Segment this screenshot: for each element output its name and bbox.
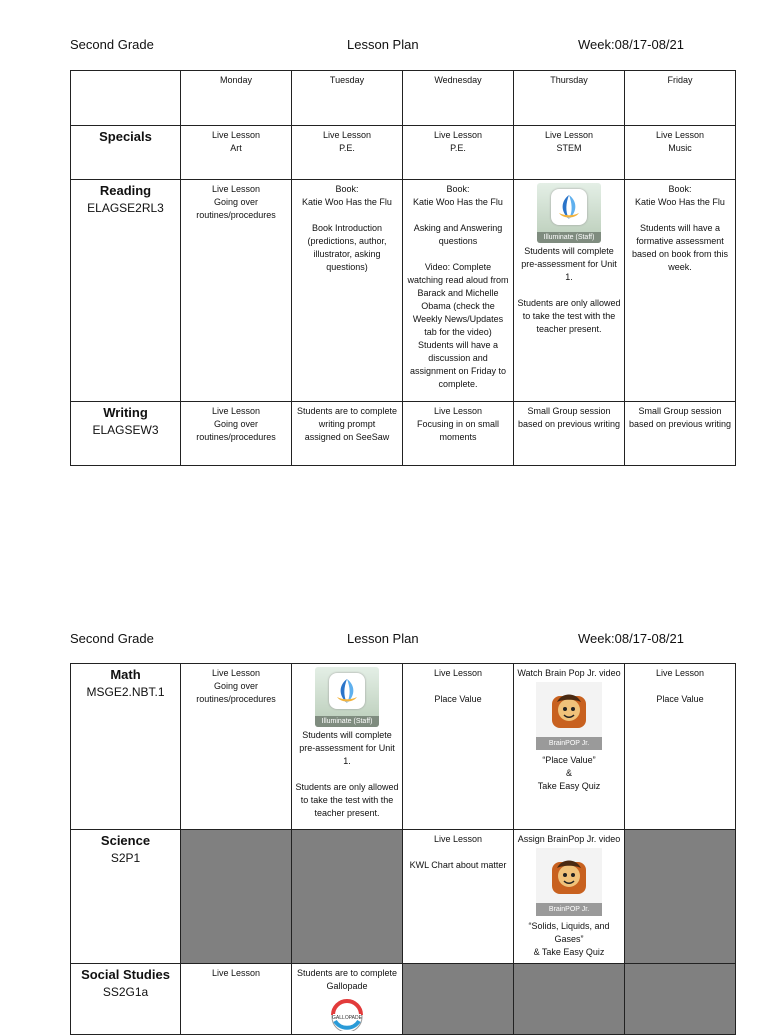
table-row	[71, 402, 736, 466]
subject-name: Writing	[103, 405, 148, 420]
math-tuesday	[292, 664, 403, 830]
specials-wednesday: Live Lesson P.E.	[403, 126, 514, 180]
writing-monday: Live Lesson Going over routines/procedures	[181, 402, 292, 466]
week-label: Week:08/17-08/21	[578, 37, 684, 52]
social-monday: Live Lesson	[181, 964, 292, 1035]
science-thursday-quiz: “Solids, Liquids, and Gases” & Take Easy Quiz	[528, 921, 610, 957]
gallopade-app-icon	[327, 997, 367, 1031]
math-thursday-quiz: “Place Value” & Take Easy Quiz	[537, 755, 601, 791]
science-monday-empty	[181, 830, 292, 964]
table-row	[71, 830, 736, 964]
lesson-plan-table-2	[70, 663, 736, 1035]
math-monday: Live Lesson Going over routines/procedures	[181, 664, 292, 830]
day-wednesday: Wednesday	[403, 71, 514, 126]
specials-tuesday: Live Lesson P.E.	[292, 126, 403, 180]
specials-monday: Live Lesson Art	[181, 126, 292, 180]
day-tuesday: Tuesday	[292, 71, 403, 126]
gallopade-caption: GALLOPADE	[332, 1015, 362, 1021]
social-tuesday-text: Students are to complete Gallopade	[296, 968, 398, 991]
subject-cell-writing	[71, 402, 181, 466]
reading-thursday-text: Students will complete pre-assessment for Unit 1. Students are only allowed to take the test with the teacher present.	[517, 246, 621, 334]
lesson-plan-table-1	[70, 70, 736, 466]
writing-wednesday: Live Lesson Focusing in on small moments	[403, 402, 514, 466]
reading-tuesday: Book: Katie Woo Has the Flu Book Introduction (predictions, author, illustrator, asking questions)	[292, 180, 403, 402]
standard-code: MSGE2.NBT.1	[86, 685, 165, 699]
day-friday: Friday	[625, 71, 736, 126]
subject-cell-science	[71, 830, 181, 964]
table-row	[71, 126, 736, 180]
corner-cell	[71, 71, 181, 126]
subject-cell-math	[71, 664, 181, 830]
reading-monday: Live Lesson Going over routines/procedures	[181, 180, 292, 402]
science-thursday	[514, 830, 625, 964]
subject-name: Reading	[99, 183, 152, 198]
subject-cell-specials	[71, 126, 181, 180]
brainpop-app-icon	[536, 682, 602, 750]
writing-tuesday: Students are to complete writing prompt assigned on SeeSaw	[292, 402, 403, 466]
reading-friday: Book: Katie Woo Has the Flu Students will have a formative assessment based on book from this week.	[625, 180, 736, 402]
math-friday: Live Lesson Place Value	[625, 664, 736, 830]
day-thursday: Thursday	[514, 71, 625, 126]
science-thursday-text: Assign BrainPop Jr. video	[517, 834, 621, 844]
illuminate-caption: Illuminate (Staff)	[537, 232, 601, 243]
science-friday-empty	[625, 830, 736, 964]
math-tuesday-text: Students will complete pre-assessment for Unit 1. Students are only allowed to take the test with the teacher present.	[295, 730, 399, 818]
grade-label-2: Second Grade	[70, 631, 154, 646]
illuminate-app-icon	[315, 667, 379, 727]
brainpop-caption: BrainPOP Jr.	[536, 737, 602, 750]
standard-code: S2P1	[110, 851, 141, 865]
science-tuesday-empty	[292, 830, 403, 964]
table-row	[71, 664, 736, 830]
math-thursday	[514, 664, 625, 830]
specials-friday: Live Lesson Music	[625, 126, 736, 180]
subject-name: Math	[110, 667, 141, 682]
brainpop-app-icon	[536, 848, 602, 916]
specials-thursday: Live Lesson STEM	[514, 126, 625, 180]
standard-code: ELAGSE2RL3	[87, 201, 164, 215]
grade-label: Second Grade	[70, 37, 154, 52]
day-monday: Monday	[181, 71, 292, 126]
week-label-2: Week:08/17-08/21	[578, 631, 684, 646]
subject-name: Social Studies	[81, 967, 170, 982]
reading-thursday	[514, 180, 625, 402]
page-title-2: Lesson Plan	[347, 631, 419, 646]
table-row	[71, 180, 736, 402]
math-thursday-text: Watch Brain Pop Jr. video	[517, 668, 621, 678]
illuminate-caption: Illuminate (Staff)	[315, 716, 379, 727]
writing-thursday: Small Group session based on previous writing	[514, 402, 625, 466]
page-title: Lesson Plan	[347, 37, 419, 52]
illuminate-app-icon	[537, 183, 601, 243]
day-header-row	[71, 71, 736, 126]
subject-cell-reading	[71, 180, 181, 402]
standard-code: ELAGSEW3	[92, 423, 159, 437]
subject-name: Science	[100, 833, 151, 848]
math-wednesday: Live Lesson Place Value	[403, 664, 514, 830]
writing-friday: Small Group session based on previous writing	[625, 402, 736, 466]
reading-wednesday: Book: Katie Woo Has the Flu Asking and Answering questions Video: Complete watching read aloud from Barack and Michelle Obama (check the Weekly News/Updates tab for the video) Students will have a discussion and assignment on Friday to complete.	[403, 180, 514, 402]
science-wednesday: Live Lesson KWL Chart about matter	[403, 830, 514, 964]
standard-code: SS2G1a	[102, 985, 149, 999]
subject-name: Specials	[99, 129, 152, 144]
brainpop-caption: BrainPOP Jr.	[536, 903, 602, 916]
